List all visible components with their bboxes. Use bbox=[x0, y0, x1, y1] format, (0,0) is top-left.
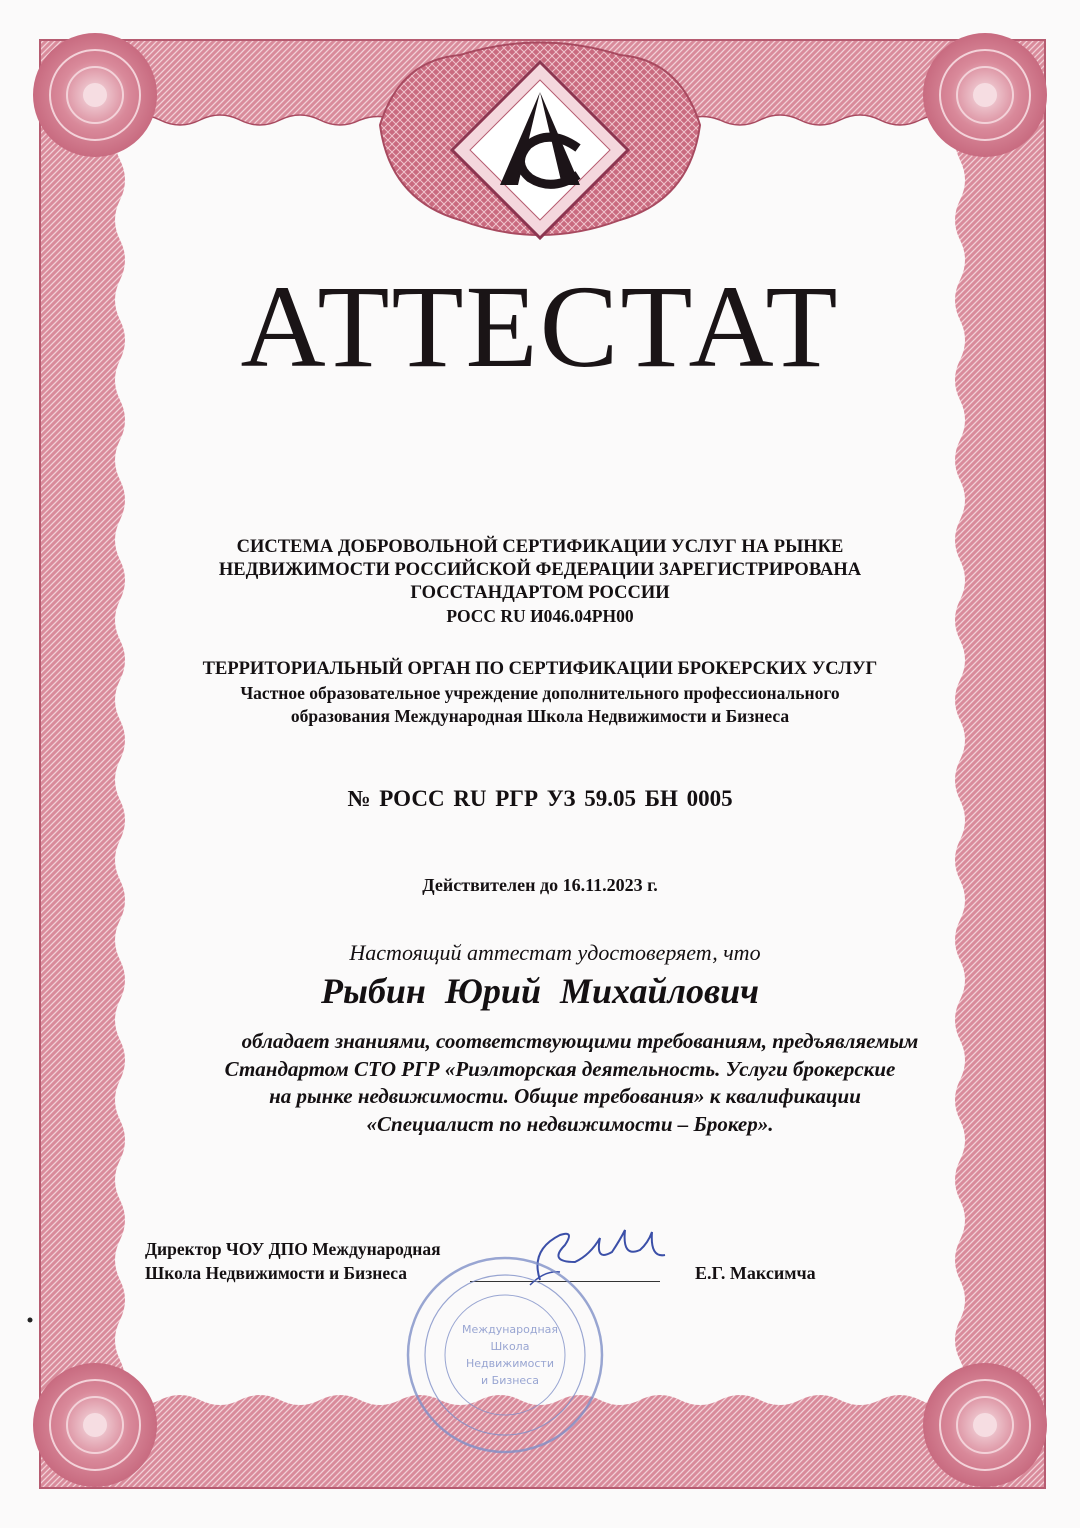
stamp-line-2: Школа bbox=[490, 1340, 530, 1353]
system-registration-code: РОСС RU И046.04РН00 bbox=[446, 606, 634, 626]
logo-emblem bbox=[380, 43, 700, 239]
organ-line-1: ТЕРРИТОРИАЛЬНЫЙ ОРГАН ПО СЕРТИФИКАЦИИ БРОКЕРСКИХ УСЛУГ bbox=[202, 659, 878, 679]
signatory-position-line-1: Директор ЧОУ ДПО Международная bbox=[145, 1239, 441, 1259]
certificate-title: АТТЕСТАТ bbox=[240, 261, 840, 392]
stamp-line-4: и Бизнеса bbox=[481, 1374, 539, 1387]
qualification-text bbox=[120, 1028, 1000, 1138]
holder-name: Рыбин Юрий Михайлович bbox=[320, 971, 760, 1011]
body-line-1: обладает знаниями, соответствующими требованиям, предъявляемым bbox=[241, 1029, 919, 1053]
corner-rosette-bottom-left bbox=[33, 1363, 157, 1487]
signatory-position bbox=[145, 1237, 441, 1285]
body-line-3: на рынке недвижимости. Общие требования» к квалификации bbox=[269, 1084, 861, 1108]
stamp-line-3: Недвижимости bbox=[466, 1357, 554, 1370]
corner-rosette-top-right bbox=[923, 33, 1047, 157]
system-line-2: НЕДВИЖИМОСТИ РОССИЙСКОЙ ФЕДЕРАЦИИ ЗАРЕГИСТРИРОВАНА bbox=[218, 560, 862, 580]
stamp-line-1: Международная bbox=[461, 1323, 559, 1336]
signatory-name: Е.Г. Максимча bbox=[695, 1263, 816, 1283]
certificate-number: № РОСС RU РГР УЗ 59.05 БН 0005 bbox=[347, 786, 733, 811]
signature-line bbox=[470, 1281, 660, 1282]
system-line-1: СИСТЕМА ДОБРОВОЛЬНОЙ СЕРТИФИКАЦИИ УСЛУГ НА РЫНКЕ bbox=[236, 537, 844, 557]
organ-line-3: образования Международная Школа Недвижимости и Бизнеса bbox=[290, 706, 790, 726]
corner-rosette-bottom-right bbox=[923, 1363, 1047, 1487]
body-line-4: «Специалист по недвижимости – Брокер». bbox=[366, 1111, 774, 1136]
corner-rosette-top-left bbox=[33, 33, 157, 157]
signatory-position-line-2: Школа Недвижимости и Бизнеса bbox=[145, 1263, 408, 1283]
body-line-2: Стандартом СТО РГР «Риэлторская деятельность. Услуги брокерские bbox=[224, 1056, 896, 1081]
certifies-text: Настоящий аттестат удостоверяет, что bbox=[349, 940, 761, 965]
system-line-3: ГОССТАНДАРТОМ РОССИИ bbox=[410, 583, 670, 603]
valid-until: Действителен до 16.11.2023 г. bbox=[422, 875, 658, 895]
organ-line-2: Частное образовательное учреждение дополнительного профессионального bbox=[240, 683, 840, 703]
